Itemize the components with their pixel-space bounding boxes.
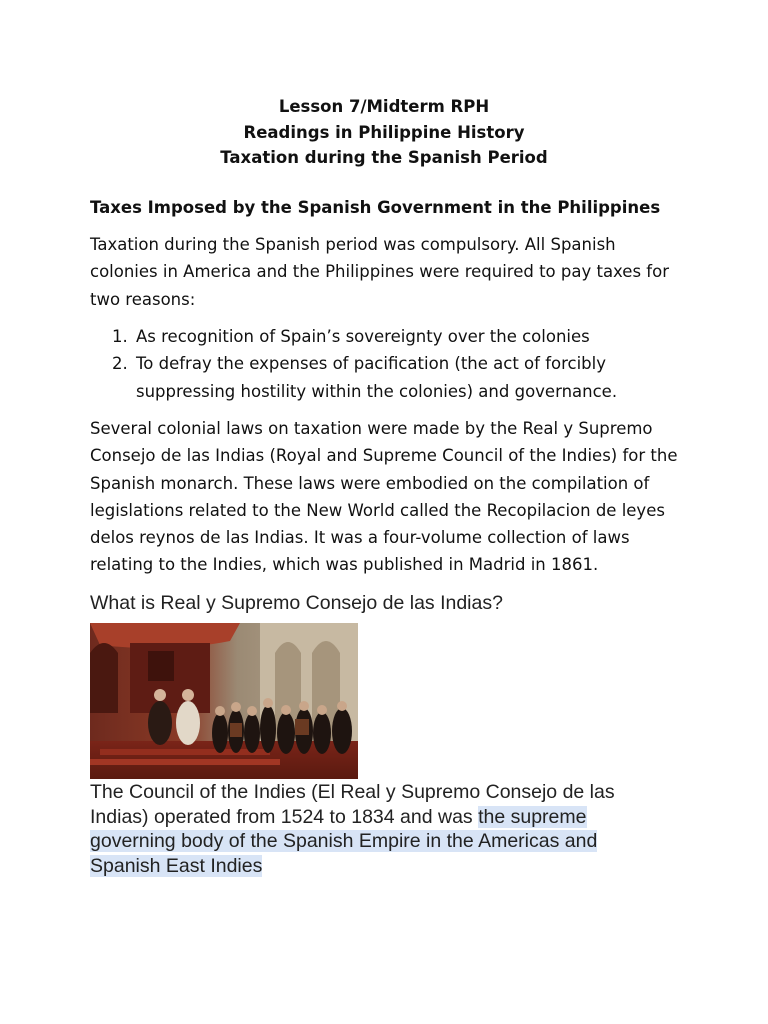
list-item [90, 350, 690, 405]
list-item-text: As recognition of Spain’s sovereignty over the colonies [136, 327, 590, 346]
intro-paragraph: Taxation during the Spanish period was compulsory. All Spanish colonies in America and the Philippines were required to pay taxes for two reasons: [90, 235, 669, 309]
course-title: Readings in Philippine History [243, 122, 525, 142]
council-description [90, 780, 670, 878]
highlighted-text: the supreme governing body of the Spanish Empire in the Americas and Spanish East Indies [90, 805, 598, 877]
question-heading: What is Real y Supremo Consejo de las Indias? [90, 592, 503, 614]
reasons-list [90, 323, 690, 405]
council-description-text: The Council of the Indies (El Real y Supremo Consejo de las Indias) operated from 1524 to 1834 and was [90, 781, 615, 828]
list-number: 1. [112, 327, 128, 346]
document-title-block [0, 94, 768, 171]
section-heading: Taxes Imposed by the Spanish Government in the Philippines [90, 198, 661, 217]
council-painting-image [90, 623, 358, 779]
list-item-text: To defray the expenses of pacification (the act of forcibly suppressing hostility within the colonies) and governance. [136, 354, 618, 401]
lesson-title: Lesson 7/Midterm RPH [278, 97, 490, 116]
topic-title: Taxation during the Spanish Period [220, 148, 548, 167]
list-item [90, 323, 690, 350]
laws-paragraph: Several colonial laws on taxation were made by the Real y Supremo Consejo de las Indias (Royal and Supreme Council of the Indies) for the Spanish monarch. These laws were embodied on the compilation of legislations related to the New World called the Recopilacion de leyes delos reynos de las Indias. It was a four-volume collection of laws relating to the Indies, which was published in Madrid in 1861. [90, 419, 678, 575]
list-number: 2. [112, 354, 128, 374]
